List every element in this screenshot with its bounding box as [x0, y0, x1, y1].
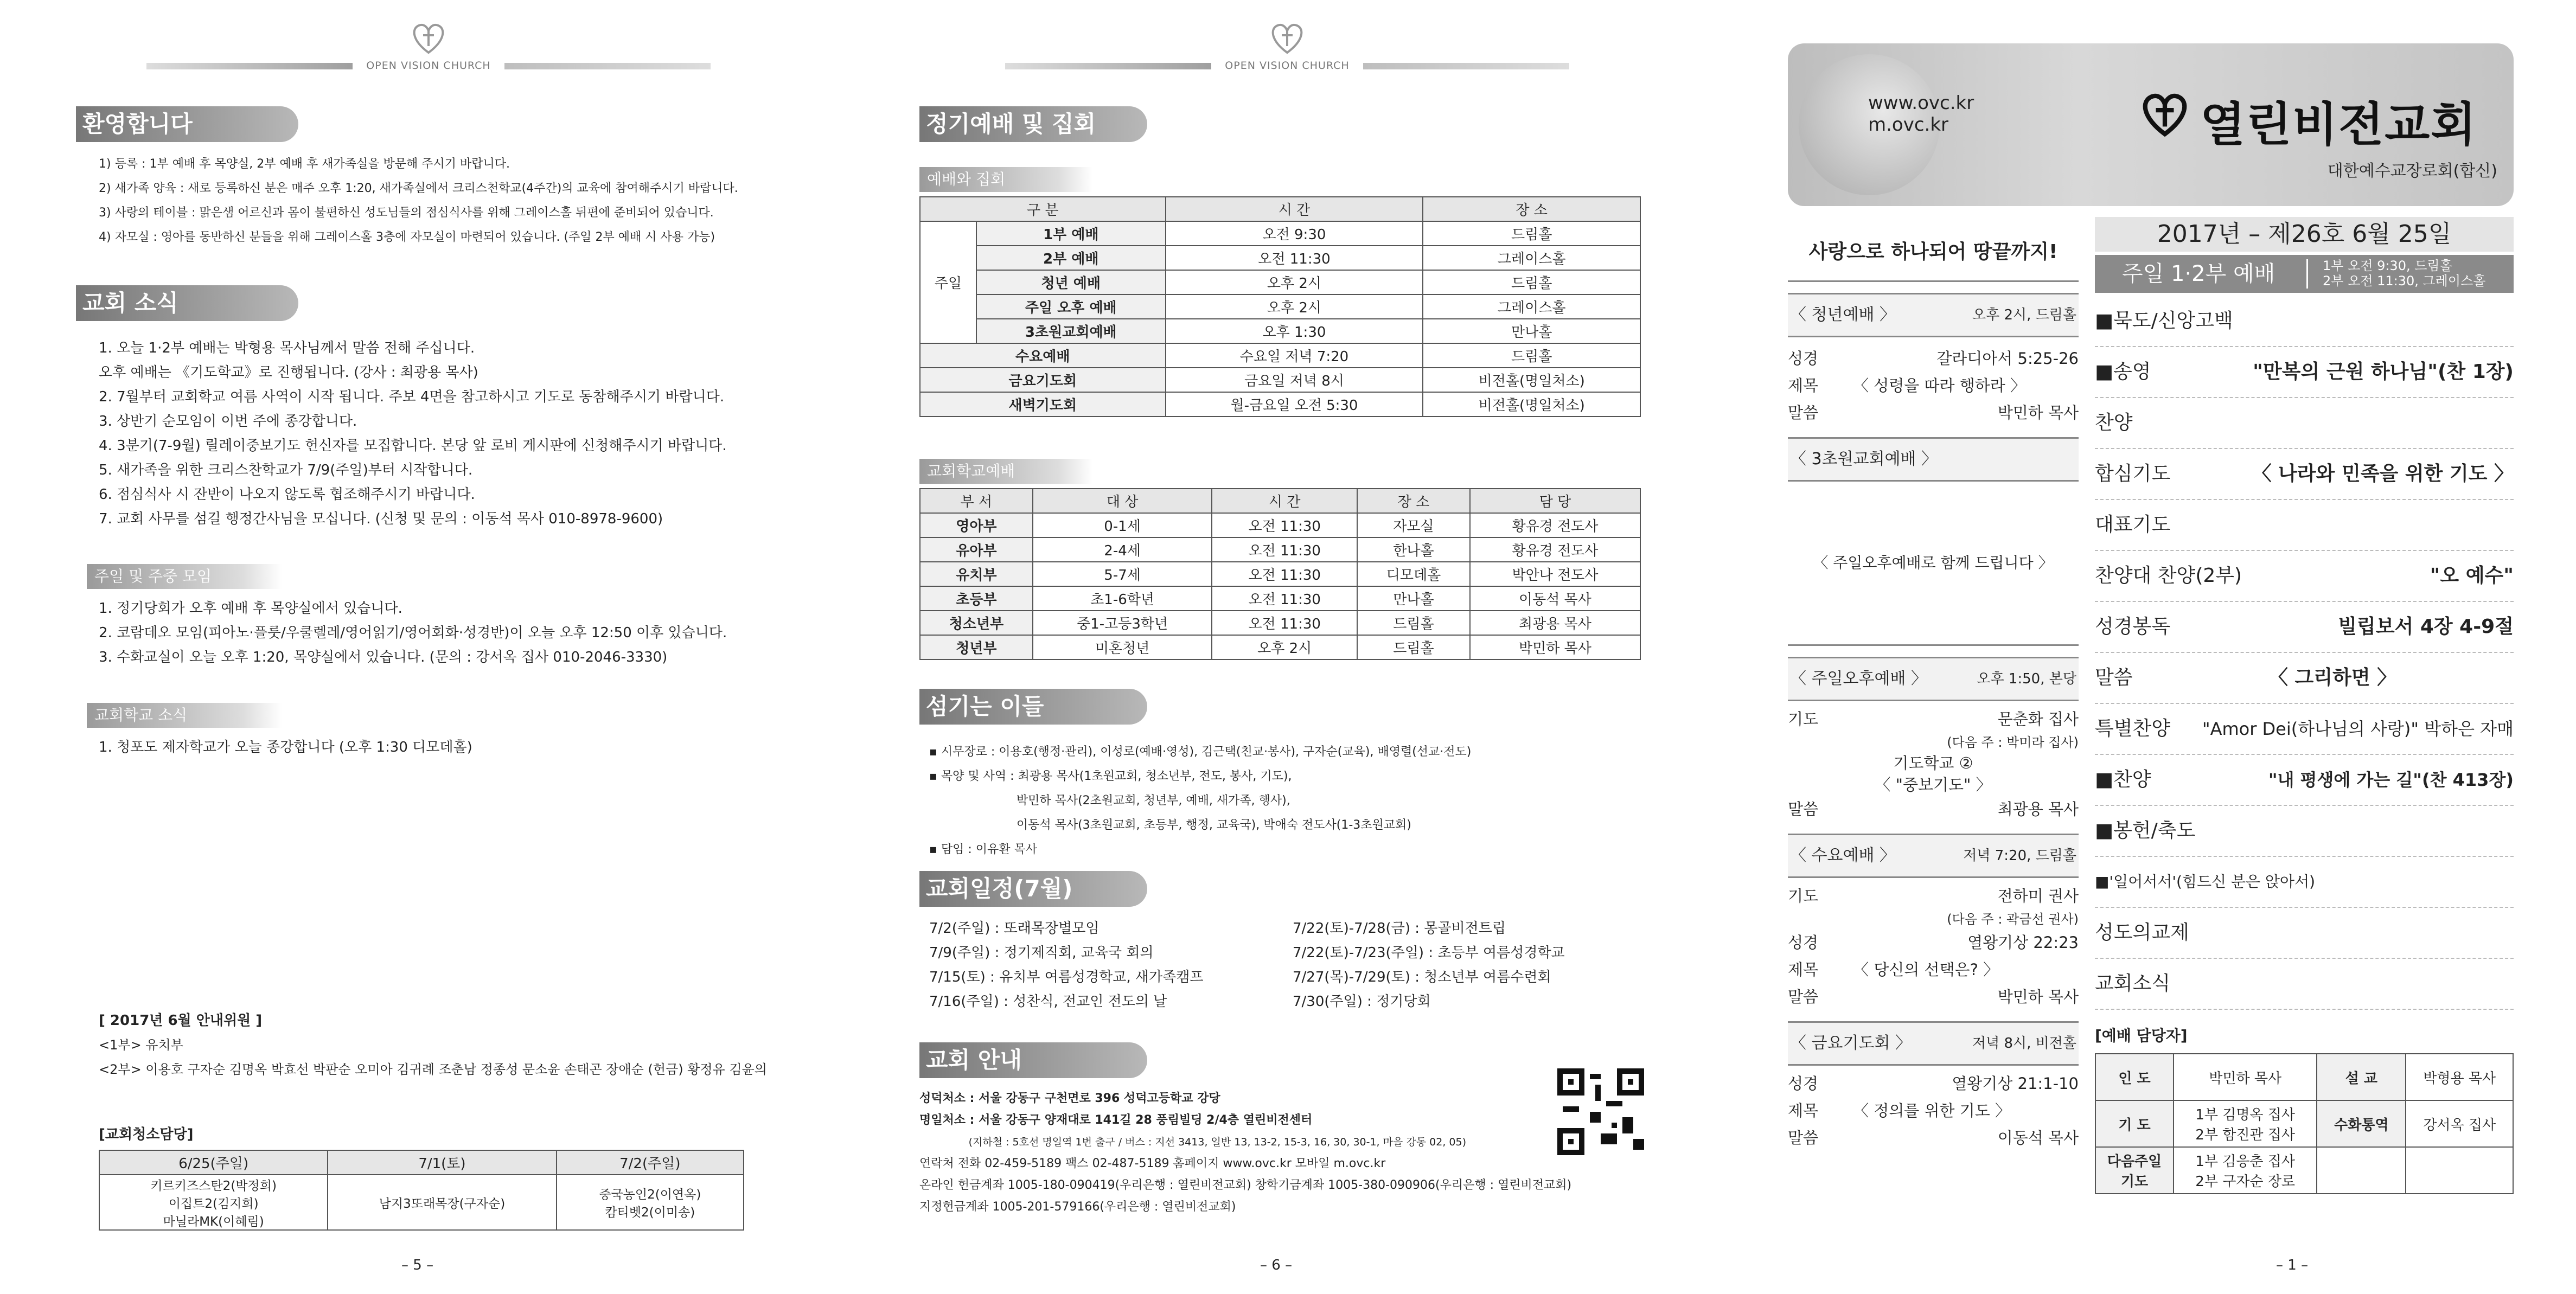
sunday-order — [2095, 217, 2514, 1194]
worship-cell: 드림홀 — [1423, 270, 1640, 294]
clean-cell: 남지3또래목장(구자순) — [328, 1175, 556, 1230]
servants-title: 섬기는 이들 — [919, 689, 1147, 725]
clean-header: 7/1(토) — [328, 1150, 556, 1175]
row-value: 〈 당신의 선택은? 〉 — [1853, 960, 1999, 979]
worship-header: 시 간 — [1166, 197, 1423, 221]
row-label: 말씀 — [1788, 403, 1819, 422]
row-label: 말씀 — [1788, 1129, 1819, 1147]
meeting-item: 2. 코람데오 모임(피아노·플룻/우쿨렐레/영어읽기/영어회화·성경반)이 오늘 오후 12:50 이후 있습니다. — [99, 625, 727, 641]
school-cell: 황유경 전도사 — [1470, 513, 1640, 537]
servants-list — [929, 740, 1471, 862]
worship-cell: 오전 9:30 — [1166, 221, 1423, 246]
page-6 — [859, 0, 1717, 1294]
worship-header: 장 소 — [1423, 197, 1640, 221]
news-title: 교회 소식 — [76, 285, 298, 321]
info-title: 교회 안내 — [919, 1042, 1147, 1078]
school-cell: 미혼청년 — [1033, 635, 1212, 659]
order-value: 〈 나라와 민족을 위한 기도 〉 — [2252, 463, 2514, 485]
cho3-note: 〈 주일오후예배로 함께 드립니다 〉 — [1788, 482, 2079, 646]
news-list — [99, 336, 727, 531]
welcome-title: 환영합니다 — [76, 106, 298, 142]
servant-item: 이동석 목사(3초원교회, 초등부, 행정, 교육국), 박애숙 전도사(1-3초원교회) — [929, 818, 1411, 832]
clean-table — [99, 1150, 744, 1231]
welcome-item: 1) 등록 : 1부 예배 후 목양실, 2부 예배 후 새가족실을 방문해 주시기 바랍니다. — [99, 157, 510, 171]
row-label: 성경 — [1788, 933, 1819, 952]
duty-cell: 인 도 — [2095, 1054, 2174, 1100]
duty-cell: 강서옥 집사 — [2406, 1100, 2513, 1147]
worship-cell: 3초원교회예배 — [976, 319, 1166, 343]
row-value: 최광용 목사 — [1997, 800, 2079, 818]
order-item — [2095, 296, 2514, 347]
cover-urls — [1868, 92, 1974, 136]
worship-sub: 예배와 집회 — [919, 167, 1093, 192]
info-item: (지하철 : 5호선 명일역 1번 출구 / 버스 : 지선 3413, 일반 13, 13-2, 15-3, 16, 30, 30-1, 마을 강동 02, 05) — [919, 1136, 1466, 1148]
worship-table — [919, 196, 1641, 417]
school-header: 장 소 — [1357, 489, 1470, 513]
school-cell: 박민하 목사 — [1470, 635, 1640, 659]
welcome-item: 3) 사랑의 테이블 : 맑은샘 어르신과 몸이 불편하신 성도님들의 점심식사를 위해 그레이스홀 뒤편에 준비되어 있습니다. — [99, 206, 714, 220]
school-cell: 5-7세 — [1033, 562, 1212, 586]
page-header — [1005, 16, 1569, 76]
order-item — [2095, 449, 2514, 500]
meeting-item: 3. 수화교실이 오늘 오후 1:20, 목양실에서 있습니다. (문의 : 강서옥 집사 010-2046-3330) — [99, 649, 668, 665]
news-item: 5. 새가족을 위한 크리스찬학교가 7/9(주일)부터 시작합니다. — [99, 462, 473, 478]
afternoon-row — [1788, 796, 2079, 823]
school-cell: 0-1세 — [1033, 513, 1212, 537]
schedule-item: 7/22(토)-7/23(주일) : 초등부 여름성경학교 — [1293, 945, 1565, 961]
worship-header: 구 분 — [920, 197, 1166, 221]
order-item — [2095, 398, 2514, 449]
service-title: 주일 1·2부 예배 — [2122, 261, 2275, 286]
church-logo-icon — [407, 19, 450, 57]
school-cell: 오전 11:30 — [1212, 586, 1357, 611]
clean-cell: 중국농인2(이연옥) 캄티벳2(이미송) — [557, 1175, 744, 1230]
servant-item: ▪ 목양 및 사역 : 최광용 목사(1초원교회, 청소년부, 전도, 봉사, 기도), — [929, 770, 1292, 783]
schedule-item: 7/30(주일) : 정기당회 — [1293, 994, 1431, 1010]
welcome-item: 2) 새가족 양육 : 새로 등록하신 분은 매주 오후 1:20, 새가족실에서 크리스천학교(4주간)의 교육에 참여해주시기 바랍니다. — [99, 182, 738, 195]
duty-cell: 1부 김응춘 집사 2부 구자순 장로 — [2174, 1147, 2317, 1194]
schedule-item: 7/22(토)-7/28(금) : 몽골비전트립 — [1293, 920, 1506, 937]
worship-cell: 드림홀 — [1423, 221, 1640, 246]
wednesday-row — [1788, 882, 2079, 909]
url-mobile[interactable]: m.ovc.kr — [1868, 114, 1949, 136]
welcome-list — [99, 152, 738, 249]
school-table — [919, 488, 1641, 660]
worship-cell: 금요일 저녁 8시 — [1166, 368, 1423, 392]
school-cell: 드림홀 — [1357, 611, 1470, 635]
clean-title — [99, 1123, 193, 1147]
worship-cell: 오전 11:30 — [1166, 246, 1423, 270]
row-value: 열왕기상 22:23 — [1967, 933, 2079, 952]
afternoon-time: 오후 1:50, 본당 — [1977, 671, 2076, 687]
schedule-item: 7/16(주일) : 성찬식, 전교인 전도의 날 — [929, 994, 1167, 1010]
slogan: 사랑으로 하나되어 땅끝까지! — [1788, 217, 2079, 282]
worship-cell: 월-금요일 오전 5:30 — [1166, 392, 1423, 417]
row-value: 〈 성령을 따라 행하라 〉 — [1853, 376, 2026, 395]
worship-cell: 주일 오후 예배 — [976, 294, 1166, 319]
order-label: ■봉헌/축도 — [2095, 819, 2196, 842]
youth-header — [1788, 293, 2079, 337]
afternoon-row — [1788, 733, 2079, 752]
friday-row — [1788, 1070, 2079, 1097]
row-label: 성경 — [1788, 349, 1819, 368]
school-cell: 오전 11:30 — [1212, 513, 1357, 537]
duty-cell — [2317, 1147, 2406, 1194]
worship-cell: 새벽기도회 — [920, 392, 1166, 417]
denomination: 대한예수교장로회(합신) — [2327, 162, 2497, 181]
servant-item: ▪ 시무장로 : 이용호(행정·관리), 이성로(예배·영성), 김근택(친교·봉사), 구자순(교육), 배영렬(선교·전도) — [929, 745, 1472, 759]
duty-cell — [2406, 1147, 2513, 1194]
meeting-item: 1. 정기당회가 오후 예배 후 목양실에서 있습니다. — [99, 600, 402, 617]
school-cell: 박안나 전도사 — [1470, 562, 1640, 586]
order-label: ■'일어서서'(힘드신 분은 앉아서) — [2095, 873, 2316, 891]
page-number: – 5 – — [401, 1257, 434, 1273]
row-value: (다음 주 : 곽금선 권사) — [1947, 912, 2079, 927]
schedule-right — [1293, 917, 1565, 1014]
school-cell: 오전 11:30 — [1212, 611, 1357, 635]
wednesday-row — [1788, 983, 2079, 1010]
news-item: 6. 점심식사 시 잔반이 나오지 않도록 협조해주시기 바랍니다. — [99, 486, 475, 503]
order-label: 교회소식 — [2095, 972, 2171, 995]
school-list — [99, 735, 472, 760]
school-cell: 유치부 — [920, 562, 1033, 586]
friday-title: 〈 금요기도회 〉 — [1790, 1034, 1912, 1053]
friday-row — [1788, 1124, 2079, 1151]
order-list — [2095, 296, 2514, 1010]
worship-cell: 오후 2시 — [1166, 270, 1423, 294]
order-item — [2095, 500, 2514, 551]
schedule-left — [929, 917, 1204, 1014]
row-value: 〈 "중보기도" 〉 — [1875, 776, 1992, 794]
school-cell: 만나홀 — [1357, 586, 1470, 611]
order-label: ■찬양 — [2095, 768, 2151, 791]
worship-cell: 비전홀(명일처소) — [1423, 368, 1640, 392]
worship-cell: 오후 2시 — [1166, 294, 1423, 319]
school-cell: 초등부 — [920, 586, 1033, 611]
order-value: "오 예수" — [2430, 565, 2514, 587]
info-item: 지정헌금계좌 1005-201-579166(우리은행 : 열린비전교회) — [919, 1200, 1236, 1214]
duty-title: [예배 담당자] — [2095, 1027, 2188, 1045]
youth-row — [1788, 372, 2079, 399]
news-item: 3. 상반기 순모임이 이번 주에 종강합니다. — [99, 413, 357, 430]
order-label: 말씀 — [2095, 667, 2133, 689]
row-value: 〈 정의를 위한 기도 〉 — [1853, 1101, 2011, 1120]
order-item — [2095, 755, 2514, 806]
info-item: 명일처소 : 서울 강동구 양재대로 141길 28 풍림빌딩 2/4층 열린비전센터 — [919, 1113, 1313, 1127]
wednesday-header — [1788, 834, 2079, 878]
news-item: 7. 교회 사무를 섬길 행정간사님을 모십니다. (신청 및 문의 : 이동석 목사 010-8978-9600) — [99, 511, 663, 527]
wednesday-row — [1788, 909, 2079, 929]
duty-cell: 설 교 — [2317, 1054, 2406, 1100]
youth-title: 〈 청년예배 〉 — [1790, 305, 1896, 324]
order-item — [2095, 806, 2514, 857]
school-header: 부 서 — [920, 489, 1033, 513]
service-banner — [2095, 255, 2514, 293]
afternoon-header — [1788, 657, 2079, 701]
row-label: 말씀 — [1788, 988, 1819, 1006]
order-label: 성도의교제 — [2095, 921, 2189, 944]
church-logo-icon — [1265, 19, 1309, 57]
news-item: 오후 예배는 《기도학교》로 진행됩니다. (강사 : 최광용 목사) — [99, 364, 478, 381]
news-item: 2. 7월부터 교회학교 여름 사역이 시작 됩니다. 주보 4면을 참고하시고 기도로 동참해주시기 바랍니다. — [99, 389, 725, 405]
church-name: OPEN VISION CHURCH — [353, 60, 504, 73]
page-header — [146, 16, 711, 76]
friday-header — [1788, 1021, 2079, 1066]
duty-cell: 수화통역 — [2317, 1100, 2406, 1147]
church-logo-icon — [2135, 87, 2195, 141]
qr-code-icon[interactable] — [1557, 1068, 1644, 1155]
school-cell: 유아부 — [920, 537, 1033, 562]
youth-row — [1788, 399, 2079, 426]
clean-title-text: [교회청소담당] — [99, 1126, 194, 1143]
row-label: 말씀 — [1788, 800, 1819, 818]
cho3-title: 〈 3초원교회예배 〉 — [1790, 450, 1938, 469]
school-cell: 영아부 — [920, 513, 1033, 537]
row-label: 성경 — [1788, 1074, 1819, 1093]
row-value: (다음 주 : 박미라 집사) — [1947, 735, 2079, 750]
order-label: 특별찬양 — [2095, 718, 2171, 740]
worship-cell: 드림홀 — [1423, 343, 1640, 368]
meeting-list — [99, 597, 727, 670]
row-label: 기도 — [1788, 710, 1819, 728]
duty-cell: 다음주일 기도 — [2095, 1147, 2174, 1194]
school-cell: 최광용 목사 — [1470, 611, 1640, 635]
row-value: 기도학교 ② — [1893, 754, 1973, 772]
schedule-item: 7/2(주일) : 또래목장별모임 — [929, 920, 1100, 937]
wednesday-row — [1788, 956, 2079, 983]
row-label: 제목 — [1788, 376, 1819, 395]
school-cell: 오전 11:30 — [1212, 562, 1357, 586]
school-cell: 중1-고등3학년 — [1033, 611, 1212, 635]
order-label: 대표기도 — [2095, 514, 2171, 536]
clean-cell: 키르키즈스탄2(박정희) 이집트2(김지희) 마닐라MK(이혜림) — [99, 1175, 328, 1230]
meeting-title: 주일 및 주중 모임 — [87, 564, 282, 589]
schedule-item: 7/9(주일) : 정기제직회, 교육국 회의 — [929, 945, 1154, 961]
duty-table — [2095, 1053, 2514, 1194]
afternoon-row — [1788, 706, 2079, 733]
cover-banner — [1788, 43, 2514, 206]
order-item — [2095, 704, 2514, 755]
school-sub: 교회학교예배 — [919, 459, 1093, 484]
order-value: "Amor Dei(하나님의 사랑)" 박하은 자매 — [2202, 719, 2514, 739]
url-main[interactable]: www.ovc.kr — [1868, 92, 1974, 114]
row-value: 이동석 목사 — [1997, 1129, 2079, 1147]
school-header: 시 간 — [1212, 489, 1357, 513]
worship-cell: 금요기도회 — [920, 368, 1166, 392]
row-value: 전하미 권사 — [1997, 887, 2079, 905]
worship-cell: 수요예배 — [920, 343, 1166, 368]
worship-group: 주일 — [920, 221, 976, 343]
order-item — [2095, 602, 2514, 653]
welcome-item: 4) 자모실 : 영아를 동반하신 분들을 위해 그레이스홀 3층에 자모실이 마련되어 있습니다. (주일 2부 예배 시 사용 가능) — [99, 230, 715, 244]
guide-item: <2부> 이용호 구자순 김명옥 박효선 박판순 오미아 김귀례 조춘남 정종성 문소윤 손태곤 장애순 (헌금) 황정유 김윤의 — [99, 1062, 767, 1077]
order-label: 찬양대 찬양(2부) — [2095, 565, 2242, 587]
afternoon-title: 〈 주일오후예배 〉 — [1790, 669, 1927, 688]
duty-cell: 기 도 — [2095, 1100, 2174, 1147]
youth-row — [1788, 345, 2079, 372]
clean-header: 7/2(주일) — [557, 1150, 744, 1175]
order-label: ■묵도/신앙고백 — [2095, 310, 2233, 332]
duty-cell: 박형용 목사 — [2406, 1054, 2513, 1100]
servant-item: ▪ 담임 : 이유환 목사 — [929, 843, 1038, 856]
page-1 — [1717, 0, 2576, 1294]
worship-cell: 수요일 저녁 7:20 — [1166, 343, 1423, 368]
order-item — [2095, 551, 2514, 602]
weekday-services — [1788, 217, 2079, 1151]
servant-item: 박민하 목사(2초원교회, 청년부, 예배, 새가족, 행사), — [929, 794, 1290, 808]
clean-header: 6/25(주일) — [99, 1150, 328, 1175]
service-time: 1부 오전 9:30, 드림홀 2부 오전 11:30, 그레이스홀 — [2323, 258, 2486, 289]
order-value: "만복의 근원 하나님"(찬 1장) — [2253, 361, 2514, 383]
page-number: – 6 – — [1260, 1257, 1293, 1273]
order-value: 빌립보서 4장 4-9절 — [2338, 616, 2514, 638]
row-value: 박민하 목사 — [1997, 403, 2079, 422]
school-title: 교회학교 소식 — [87, 703, 282, 728]
order-value: 〈 그리하면 〉 — [2268, 667, 2397, 689]
youth-time: 오후 2시, 드림홀 — [1972, 307, 2076, 323]
school-cell: 청소년부 — [920, 611, 1033, 635]
order-label: 성경봉독 — [2095, 616, 2171, 638]
school-cell: 드림홀 — [1357, 635, 1470, 659]
divider — [2306, 259, 2308, 289]
schedule-title: 교회일정(7월) — [919, 871, 1147, 907]
row-label: 제목 — [1788, 1101, 1819, 1120]
news-item: 4. 3분기(7-9월) 릴레이중보기도 헌신자를 모집합니다. 본당 앞 로비 게시판에 신청해주시기 바랍니다. — [99, 438, 727, 454]
school-cell: 자모실 — [1357, 513, 1470, 537]
news-item: 1. 오늘 1·2부 예배는 박형용 목사님께서 말씀 전해 주십니다. — [99, 340, 475, 356]
school-cell: 청년부 — [920, 635, 1033, 659]
worship-cell: 그레이스홀 — [1423, 246, 1640, 270]
order-value: "내 평생에 가는 길"(찬 413장) — [2268, 770, 2514, 790]
order-item — [2095, 857, 2514, 908]
page-number: – 1 – — [2276, 1257, 2309, 1273]
school-cell: 오전 11:30 — [1212, 537, 1357, 562]
row-value: 박민하 목사 — [1997, 988, 2079, 1006]
worship-cell: 비전홀(명일처소) — [1423, 392, 1640, 417]
school-header: 대 상 — [1033, 489, 1212, 513]
worship-cell: 2부 예배 — [976, 246, 1166, 270]
order-label: 찬양 — [2095, 412, 2133, 434]
worship-cell: 만나홀 — [1423, 319, 1640, 343]
school-cell: 초1-6학년 — [1033, 586, 1212, 611]
church-name: OPEN VISION CHURCH — [1211, 60, 1363, 73]
afternoon-row — [1788, 774, 2079, 796]
cho3-header — [1788, 437, 2079, 482]
duty-cell: 박민하 목사 — [2174, 1054, 2317, 1100]
row-value: 열왕기상 21:1-10 — [1952, 1074, 2079, 1093]
guide-section — [99, 1009, 767, 1082]
worship-cell: 청년 예배 — [976, 270, 1166, 294]
school-cell: 2-4세 — [1033, 537, 1212, 562]
order-item — [2095, 347, 2514, 398]
school-cell: 한나홀 — [1357, 537, 1470, 562]
worship-cell: 그레이스홀 — [1423, 294, 1640, 319]
school-cell: 디모데홀 — [1357, 562, 1470, 586]
school-cell: 이동석 목사 — [1470, 586, 1640, 611]
church-title: 열린비전교회 — [2200, 98, 2477, 152]
info-item: 연락처 전화 02-459-5189 팩스 02-487-5189 홈페이지 www.ovc.kr 모바일 m.ovc.kr — [919, 1157, 1386, 1170]
row-label: 제목 — [1788, 960, 1819, 979]
school-item: 1. 청포도 제자학교가 오늘 종강합니다 (오후 1:30 디모데홀) — [99, 739, 472, 755]
order-item — [2095, 908, 2514, 959]
worship-cell: 오후 1:30 — [1166, 319, 1423, 343]
school-header: 담 당 — [1470, 489, 1640, 513]
page-5 — [0, 0, 859, 1294]
order-label: ■송영 — [2095, 361, 2151, 383]
order-item — [2095, 653, 2514, 704]
friday-row — [1788, 1097, 2079, 1124]
wednesday-row — [1788, 929, 2079, 956]
worship-cell: 1부 예배 — [976, 221, 1166, 246]
school-cell: 오후 2시 — [1212, 635, 1357, 659]
guide-item: <1부> 유치부 — [99, 1037, 183, 1053]
schedule-item: 7/15(토) : 유치부 여름성경학교, 새가족캠프 — [929, 969, 1204, 985]
issue-line: 2017년 – 제26호 6월 25일 — [2095, 217, 2514, 252]
wednesday-time: 저녁 7:20, 드림홀 — [1963, 848, 2076, 864]
order-item — [2095, 959, 2514, 1010]
school-cell: 황유경 전도사 — [1470, 537, 1640, 562]
guide-title: [ 2017년 6월 안내위원 ] — [99, 1013, 263, 1029]
info-item: 온라인 헌금계좌 1005-180-090419(우리은행 : 열린비전교회) 창학기금계좌 1005-380-090906(우리은행 : 열린비전교회) — [919, 1178, 1572, 1192]
row-value: 문춘화 집사 — [1997, 710, 2079, 728]
row-label: 기도 — [1788, 887, 1819, 905]
info-list — [919, 1088, 1571, 1218]
row-value: 갈라디아서 5:25-26 — [1936, 349, 2079, 368]
order-label: 합심기도 — [2095, 463, 2171, 485]
schedule-item: 7/27(목)-7/29(토) : 청소년부 여름수련회 — [1293, 969, 1551, 985]
wednesday-title: 〈 수요예배 〉 — [1790, 846, 1896, 865]
duty-cell: 1부 김명옥 집사 2부 함진관 집사 — [2174, 1100, 2317, 1147]
info-item: 성덕처소 : 서울 강동구 구천면로 396 성덕고등학교 강당 — [919, 1092, 1220, 1105]
friday-time: 저녁 8시, 비전홀 — [1972, 1035, 2076, 1052]
afternoon-row — [1788, 752, 2079, 774]
worship-title: 정기예배 및 집회 — [919, 106, 1147, 142]
